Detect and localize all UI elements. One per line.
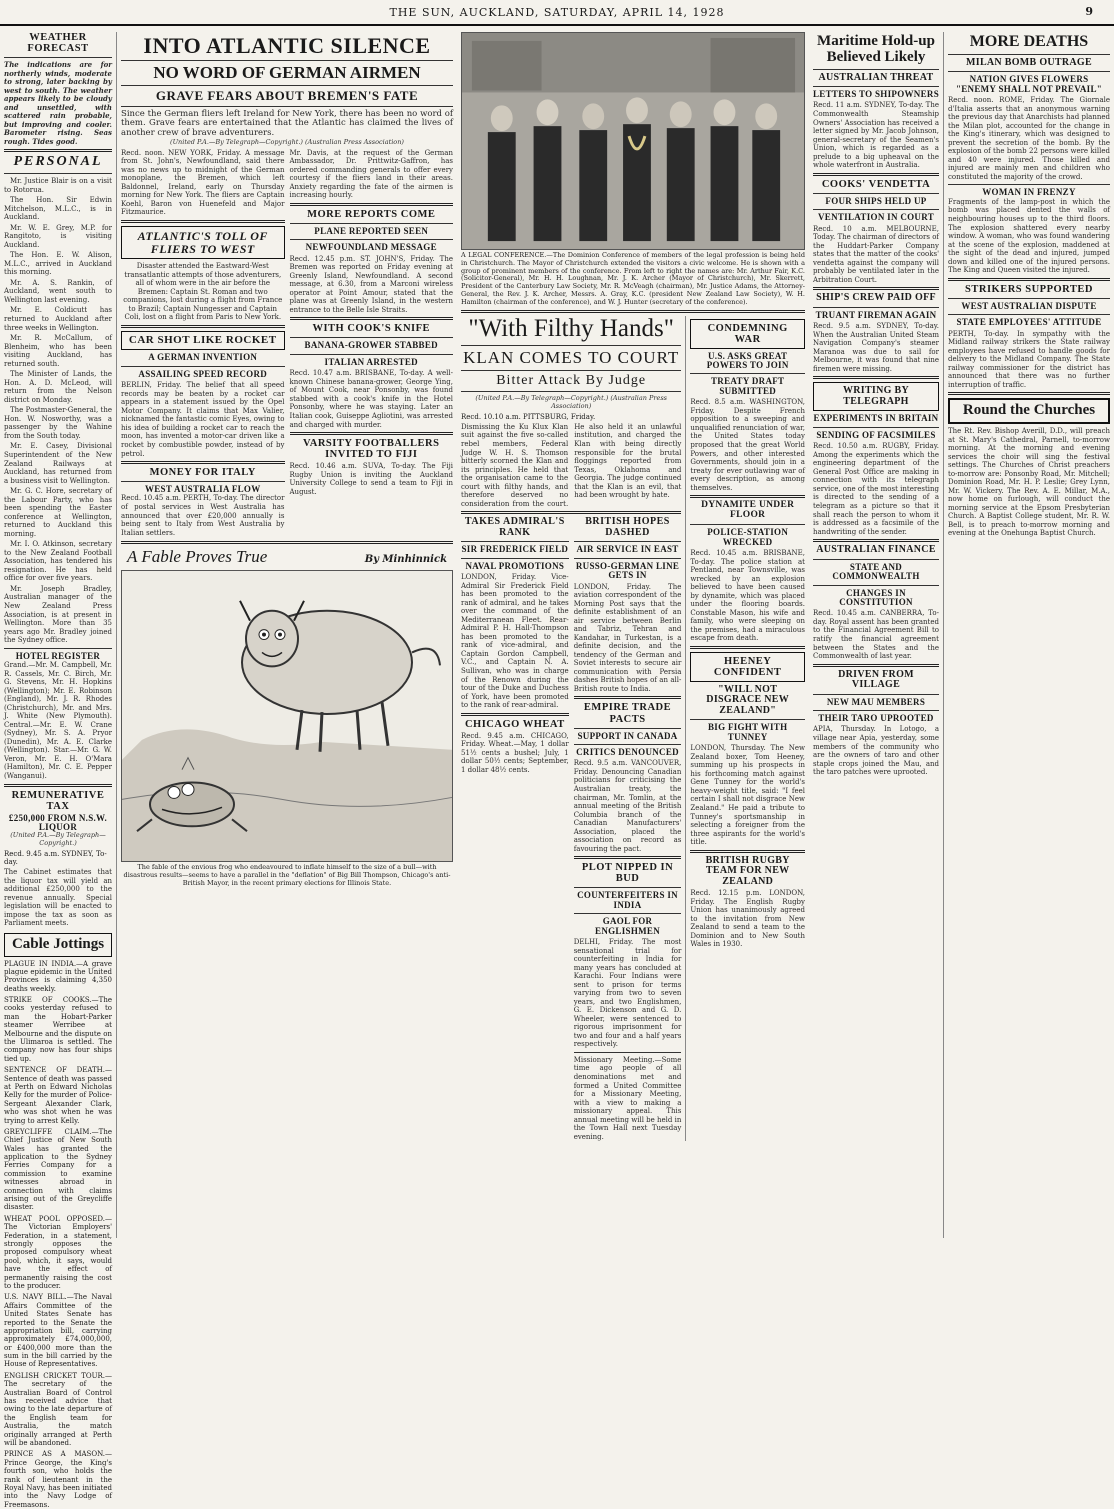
klan-credit: (United P.A.—By Telegraph—Copyright.) (Australian Press Association) <box>461 395 681 411</box>
finance-subheading: STATE AND COMMONWEALTH <box>813 563 939 582</box>
heeney-heading: HEENEY CONFIDENT <box>693 656 802 678</box>
strikers-subheading: WEST AUSTRALIAN DISPUTE <box>948 302 1110 311</box>
driven-subheading-2: THEIR TARO UPROOTED <box>813 714 939 723</box>
jotting-item: U.S. NAVY BILL.—The Naval Affairs Committee of the United States Senate has reported to the Senate the appropriation bill, carrying approximately £74,000,000, or £400,000 more than the sum in the bill carried by the House of Representatives. <box>4 1293 112 1369</box>
admiral-text: LONDON, Friday. Vice-Admiral Sir Frederick Field has been promoted to the rank of admiral, and he takes over the command of the Mediterranean Fleet. Rear-Admiral P. H. Hall-Thompson has been promoted to the rank of vice-admiral, and Captain Gordon Campbell, V.C., and Captain N. A. Sullivan, who was in charge of the Renown during the tour of the Duke and Duchess of York, have been promoted to the rank of rear-admiral. <box>461 573 569 710</box>
tax-heading: REMUNERATIVE TAX <box>4 790 112 812</box>
condemn-heading: CONDEMNING WAR <box>693 323 802 345</box>
personal-item: Mr. G. C. Hore, secretary of the Labour Party, who has been spending the Easter conference at Wellington, returned to Auckland this morning. <box>4 487 112 538</box>
finance-text: Recd. 10.45 a.m. CANBERRA, To-day. Royal assent has been granted to the Financial Agreement Bill to ratify the financial agreement between the States and the Commonwealth of last year. <box>813 609 939 660</box>
british-hopes-text: LONDON, Friday. The aviation correspondent of the Morning Post says that the definite establishment of an air service between Berlin and Tabriz, Tehran and Kandahar, in Turkestan, is a definite decision, and the tendency of the German and Soviet interests to secure air communication with Persia dashes British hopes of an all-British route to India. <box>574 583 682 694</box>
tax-text: The Cabinet estimates that the liquor tax will yield an additional £250,000 to the revenue annually. Special legislation will be enacted to impose the tax as soon as Parliament meets. <box>4 868 112 928</box>
deaths-subheading: MILAN BOMB OUTRAGE <box>948 58 1110 69</box>
personal-item: Mr. E. Casey, Divisional Superintendent of the New Zealand Railways at Auckland, has returned from a business visit to Wellington. <box>4 442 112 485</box>
klan-heading: KLAN COMES TO COURT <box>461 349 681 367</box>
dynamite-heading: DYNAMITE UNDER FLOOR <box>690 501 805 521</box>
fable-title: A Fable Proves True <box>127 547 267 567</box>
cooks-knife-subheading: BANANA-GROWER STABBED <box>290 341 454 350</box>
reports-subheading: PLANE REPORTED SEEN <box>290 227 454 236</box>
toll-box <box>121 226 285 259</box>
cable-jottings-heading: Cable Jottings <box>7 937 109 953</box>
writing-heading: WRITING BY TELEGRAPH <box>816 386 936 407</box>
rocket-subheading-2: ASSAILING SPEED RECORD <box>121 370 285 379</box>
crew-heading: SHIP'S CREW PAID OFF <box>813 293 939 304</box>
plot-heading: PLOT NIPPED IN BUD <box>574 862 682 884</box>
frenzy-text: Fragments of the lamp-post in which the bomb was placed dented the walls of neighbouring houses up to the third floors. The explosion shattered every nearby window. A woman, who was found wandering at the scene of the explosion, maddened at the sight of the dead and injured, jumped down and killed one of the injured persons. The King and Queen visited the injured. <box>948 198 1110 275</box>
varsity-text: Recd. 10.46 a.m. SUVA, To-day. The Fiji Rugby Union is inviting the Auckland University College to send a team to Fiji in August. <box>290 462 454 496</box>
condemn-box <box>690 319 805 349</box>
deaths-subheading-3: "ENEMY SHALL NOT PREVAIL" <box>948 85 1110 94</box>
money-heading: MONEY FOR ITALY <box>121 467 285 478</box>
finance-subheading-2: CHANGES IN CONSTITUTION <box>813 589 939 608</box>
atlantic-story-a: Recd. noon. NEW YORK, Friday. A message from St. John's, Newfoundland, said there was no news up to midnight of the German monoplane, the Bremen, which left Baldonnel, Ireland, early on Thursday morning for New York. The fliers are Captain Koehl, Baron von Huenefeld and Major Fitzmaurice. <box>121 149 285 217</box>
money-subheading: WEST AUSTRALIA FLOW <box>121 485 285 494</box>
column-right <box>944 32 1114 1238</box>
driven-heading: DRIVEN FROM VILLAGE <box>813 670 939 691</box>
rocket-heading: CAR SHOT LIKE ROCKET <box>124 335 282 347</box>
group-photo-icon <box>462 33 804 249</box>
tax-credit: (United P.A.—By Telegraph—Copyright.) <box>4 832 112 848</box>
condemn-subheading-2: TREATY DRAFT SUBMITTED <box>690 377 805 396</box>
dynamite-subheading: POLICE-STATION WRECKED <box>690 528 805 547</box>
column-maritime <box>809 32 944 1238</box>
driven-subheading: NEW MAU MEMBERS <box>813 698 939 707</box>
rugby-text: Recd. 12.15 p.m. LONDON, Friday. The English Rugby Union has unanimously agreed to the invitation from New Zealand to send a team to the Dominion and to New South Wales in 1930. <box>690 889 805 949</box>
rocket-text: BERLIN, Friday. The belief that all speed records may be beaten by a rocket car appears in a statement issued by the Opel Motor Company. It claims that Max Valier, nicknamed the fantastic comic Eyes, owing to his idea of building a rocket car to reach the moon, has invented a motor-car driven like a rocket by combustible powder, instead of by petrol. <box>121 381 285 458</box>
personal-item: The Minister of Lands, the Hon. A. D. McLeod, will return from the Nelson district on Monday. <box>4 370 112 404</box>
jotting-item: STRIKE OF COOKS.—The cooks yesterday refused to man the Hobart-Parker steamer Werribee at Melbourne and the dispute on the Ulimaroa is settled. The company now has four ships tied up. <box>4 996 112 1063</box>
page-number: 9 <box>1085 5 1094 18</box>
british-hopes-subheading-2: RUSSO-GERMAN LINE GETS IN <box>574 562 682 581</box>
atlantic-subheading-2: GRAVE FEARS ABOUT BREMEN'S FATE <box>121 89 453 103</box>
jotting-item: PRINCE AS A MASON.—Prince George, the King's fourth son, who holds the rank of lieutenant in the Royal Navy, has been initiated into the Navy Lodge of Freemasons. <box>4 1450 112 1509</box>
reports-subheading-2: NEWFOUNDLAND MESSAGE <box>290 243 454 252</box>
weather-text: The indications are for northerly winds, moderate to strong, later backing by west to south. The weather appears likely to be cloudy and unsettled, with scattered rain probable, but improving and cooler. Barometer rising. Seas rough. Tides good. <box>4 61 112 146</box>
atlantic-lede: Since the German fliers left Ireland for New York, there has been no word of them. Grave fears are entertained that the Atlantic has claimed the lives of another crew of brave adventurers. <box>121 110 453 139</box>
cartoon-drawing-icon <box>122 571 452 861</box>
strikers-text: PERTH, To-day. In sympathy with the Midland railway strikers the State railway employees have refused to handle goods for delivery to the Midland Company. The State railway commissioner for the district has announced that there was no further interruption of traffic. <box>948 330 1110 390</box>
legal-conference-photo <box>461 32 805 250</box>
churches-text: The Rt. Rev. Bishop Averill, D.D., will preach at St. Mary's Cathedral, Parnell, to-morrow morning. At the morning and evening services the choir will sing the festival settings. The Churches of Christ preachers to-morrow are: Ponsonby Road, Mr. Mitchell; Dominion Road, Mr. H. P. Leslie; Grey Lynn, Mr. W. Vickery. The Rev. A. E. Millar, M.A., now home on furlough, will conduct the morning service at the Epsom Presbyterian Church. A Baptist College student, Mr. R. W. Bell, is to preach to-morrow morning and evening at the Onehunga Baptist Church. <box>948 427 1110 538</box>
rocket-subheading: A GERMAN INVENTION <box>121 353 285 362</box>
finance-heading: AUSTRALIAN FINANCE <box>813 545 939 556</box>
personal-item: Mr. I. O. Atkinson, secretary to the New Zealand Football Association, has tendered his resignation. He has held office for over five years. <box>4 540 112 583</box>
empire-text: Recd. 9.5 a.m. VANCOUVER, Friday. Denouncing Canadian politicians for criticising the Australian treaty, the chairman, Mr. Tomlin, at the annual meeting of the British Columbia branch of the Canadian Manufacturers' Association, placed the association on record as favouring the pact. <box>574 759 682 853</box>
deaths-text: Recd. noon. ROME, Friday. The Giornale d'Italia asserts that an anonymous warning the previous day that Anarchists had planned the Milan plot, accounted for the change in the King's itinerary, which was designed to prevent the secretion of the bomb. By the explosion of the bomb 22 persons were killed and 40 were injured. Those killed and injured are mainly men and children who constituted the majority of the crowd. <box>948 96 1110 181</box>
masthead-title: THE SUN, AUCKLAND, SATURDAY, APRIL 14, 1928 <box>0 2 1114 19</box>
weather-heading: WEATHER FORECAST <box>4 32 112 54</box>
churches-heading: Round the Churches <box>952 403 1106 419</box>
empire-subheading-2: CRITICS DENOUNCED <box>574 748 682 757</box>
empire-heading: EMPIRE TRADE PACTS <box>574 702 682 724</box>
vendetta-subheading: FOUR SHIPS HELD UP <box>813 197 939 206</box>
cable-jottings-box <box>4 933 112 957</box>
masthead <box>0 2 1114 26</box>
legal-conference-caption: A LEGAL CONFERENCE.—The Dominion Conference of members of the legal profession is being held in Christchurch. The Mayor of Christchurch extended the visitors a civic welcome. He is shown with a group of prominent members of the conference. From left to right the names are: Mr. Arthur Fair, K.C. (Solicitor-General), Mr. H. H. Loughnan, Mr. J. K. Archer (Mayor of Christchurch), Mr. Skerrett, President of the Canterbury Law Society, Mr. R. McVeagh (chairman), Mr. Justice Adams, the Attorney-General, the Rev. J. K. Archer, Messrs. A. Gray, K.C. (president New Zealand Law Society), W. H. Hamilton (chairman of the conference), and W. J. Hunter (secretary of the conference). <box>461 252 805 307</box>
personal-item: Mr. R. McCallum, of Blenheim, who has been visiting Auckland, has returned south. <box>4 334 112 368</box>
condemn-text: Recd. 8.5 a.m. WASHINGTON, Friday. Despite French opposition to a sweeping and unqualified renunciation of war, the United States today proposed that the great World Powers, and other interested Governments, should join in a treaty for ever outlawing war of every description, as among themselves. <box>690 398 805 492</box>
jotting-item: PLAGUE IN INDIA.—A grave plague epidemic in the United Provinces is claiming 4,350 deaths weekly. <box>4 960 112 994</box>
heeney-box <box>690 652 805 682</box>
condemn-subheading: U.S. ASKS GREAT POWERS TO JOIN <box>690 352 805 371</box>
strikers-subheading-2: STATE EMPLOYEES' ATTITUDE <box>948 318 1110 327</box>
varsity-heading: VARSITY FOOTBALLERS INVITED TO FIJI <box>290 438 454 460</box>
tax-subheading: £250,000 FROM N.S.W. LIQUOR <box>4 814 112 833</box>
jotting-item: ENGLISH CRICKET TOUR.—The secretary of the Australian Board of Control has received advice that owing to the late departure of the English team for Australia, the match originally arranged at Perth will be abandoned. <box>4 1372 112 1448</box>
deaths-subheading-2: NATION GIVES FLOWERS <box>948 75 1110 84</box>
fable-caption: The fable of the envious frog who endeavoured to inflate himself to the size of a bull—with disastrous results—seems to have a parallel in the "deflation" of Big Bill Thompson, Chicago's anti-British Mayor, in the recent primary elections for Illinois State. <box>121 864 453 887</box>
toll-heading: ATLANTIC'S TOLL OF FLIERS TO WEST <box>124 230 282 255</box>
plot-text: DELHI, Friday. The most sensational trial for counterfeiting in India for many years has concluded at Karachi. Four Indians were sent to prison for terms varying from two to seven years, and two Englishmen, G. E. Dickenson and G. D. Wheeler, were sentenced to rigorous imprisonment for two and four and a half years respectively. <box>574 938 682 1049</box>
personal-heading: PERSONAL <box>4 155 112 170</box>
maritime-heading: Maritime Hold-up Believed Likely <box>813 34 939 66</box>
personal-list <box>4 177 112 645</box>
column-atlantic <box>117 32 457 1238</box>
column-centre <box>457 32 809 1238</box>
personal-item: Mr. E. Coldicutt has returned to Auckland after three weeks in Wellington. <box>4 306 112 332</box>
klan-dateline: Recd. 10.10 a.m. PITTSBURG, Friday. <box>461 413 681 421</box>
rocket-box <box>121 331 285 351</box>
vendetta-subheading-2: VENTILATION IN COURT <box>813 213 939 222</box>
crew-subheading: TRUANT FIREMAN AGAIN <box>813 311 939 320</box>
admiral-subheading: SIR FREDERICK FIELD <box>461 545 569 554</box>
personal-item: The Hon. E. W. Alison, M.L.C., arrived in Auckland this morning. <box>4 251 112 277</box>
atlantic-credit: (United P.A.—By Telegraph—Copyright.) (Australian Press Association) <box>121 139 453 147</box>
personal-item: The Postmaster-General, the Hon. W. Nosworthy, was a passenger by the Wahine from the South today. <box>4 406 112 440</box>
personal-item: Mr. A. S. Rankin, of Auckland, went south to Wellington last evening. <box>4 279 112 305</box>
vendetta-text: Recd. 10 a.m. MELBOURNE, Today. The chairman of directors of the Huddart-Parker Company states that the matter of the cooks' vendetta against the company will probably be ventilated later in the Arbitration Court. <box>813 225 939 285</box>
personal-item: Mr. Justice Blair is on a visit to Rotorua. <box>4 177 112 194</box>
hotel-text: Grand.—Mr. M. Campbell, Mr. R. Cassels, Mr. C. Birch, Mr. G. Stevens, Mr. H. Hopkins (Wellington); Mr. E. Robinson (England), Mr. J. R. Rhodes (Christchurch), Mr. and Mrs. J. White (New Plymouth). Central.—Mr. E. W. Crane (Sydney), Mr. S. A. Pryor (Dunedin), Mr. A. E. Clarke (Wellington). Star.—Mr. G. W. Veron, Mr. E. H. O'Mara (Hamilton), Mr. C. E. Pepper (Wanganui). <box>4 661 112 780</box>
plot-subheading-2: GAOL FOR ENGLISHMEN <box>574 917 682 936</box>
crew-text: Recd. 9.5 a.m. SYDNEY, To-day. When the Australian United Steam Navigation Company's steamer Maranoa was due to sail for Melbourne, it was found that nine firemen were missing. <box>813 322 939 373</box>
writing-text: Recd. 10.50 a.m. RUGBY, Friday. Among the experiments which the engineering department of the General Post Office are making in connection with its telegraph service, one of the most interesting is directed to the sending of a telegram as a picture so that it shall reach the person to whom it is addressed as a facsimile of the handwriting of the sender. <box>813 442 939 536</box>
toll-text: Disaster attended the Eastward-West transatlantic attempts of those adventurers, all of whom were in the air before the Bremen: Captain St. Roman and two companions, lost during a flight from France to Brazil; Captain Nungesser and Captain Coli, lost on a flight from Paris to New York. <box>121 262 285 322</box>
empire-subheading: SUPPORT IN CANADA <box>574 732 682 741</box>
writing-subheading: EXPERIMENTS IN BRITAIN <box>813 414 939 423</box>
personal-item: Mr. Joseph Bradley, Australian manager of the New Zealand Press Association, is at present in Wellington. More than 35 years ago Mr. Bradley joined the Sydney office. <box>4 585 112 645</box>
cable-jottings-list <box>4 960 112 1509</box>
tax-dateline: Recd. 9.45 a.m. SYDNEY, To-day. <box>4 850 112 866</box>
wheat-text: Recd. 9.45 a.m. CHICAGO, Friday. Wheat.—May, 1 dollar 51½ cents a bushel; July, 1 dollar 50½ cents; September, 1 dollar 48½ cents. <box>461 732 569 775</box>
driven-text: APIA, Thursday. In Lotogo, a village near Apia, yesterday, some members of the community who are the owners of taro and other staple crops joined the Mau, and the taro patches were uprooted. <box>813 725 939 776</box>
atlantic-subheading: NO WORD OF GERMAN AIRMEN <box>121 64 453 82</box>
maritime-text: Recd. 11 a.m. SYDNEY, To-day. The Commonwealth Steamship Owners' Association has received a letter signed by Mr. Jacob Johnson, general-secretary of the Seamen's Union, which is regarded as a prelude to a big upheaval on the whole waterfront in Australia. <box>813 101 939 169</box>
fable-byline: By Minhinnick <box>365 554 447 565</box>
reports-text: Recd. 12.45 p.m. ST. JOHN'S, Friday. The Bremen was reported on Friday evening at Greenly Island, Newfoundland. A second message, at 6.30, from a Marconi wireless operator at Point Amour, stated that the plane was at Greenly Island, in the western entrance to the Belle Isle Straits. <box>290 255 454 315</box>
writing-box <box>813 382 939 411</box>
strikers-heading: STRIKERS SUPPORTED <box>948 284 1110 295</box>
filthy-hands-heading: "With Filthy Hands" <box>461 316 681 342</box>
british-hopes-heading: BRITISH HOPES DASHED <box>574 517 682 538</box>
deaths-heading: MORE DEATHS <box>948 34 1110 51</box>
british-hopes-subheading: AIR SERVICE IN EAST <box>574 545 682 554</box>
hotel-heading: HOTEL REGISTER <box>4 652 112 661</box>
wheat-heading: CHICAGO WHEAT <box>461 719 569 730</box>
heeney-text: LONDON, Thursday. The New Zealand boxer, Tom Heeney, summing up his prospects in his forthcoming match against Gene Tunney for the world's heavy-weight title, said: "I feel certain I shall not disgrace New Zealand." He paid a tribute to Tunney's sportsmanship in selecting a foreigner from the three aspirants for the world's title. <box>690 744 805 846</box>
churches-box <box>948 398 1110 424</box>
heeney-subheading-2: BIG FIGHT WITH TUNNEY <box>690 723 805 742</box>
maritime-subheading: AUSTRALIAN THREAT <box>813 73 939 84</box>
rugby-heading: BRITISH RUGBY TEAM FOR NEW ZEALAND <box>690 856 805 888</box>
cooks-knife-heading: WITH COOK'S KNIFE <box>290 323 454 334</box>
cooks-knife-subheading-2: ITALIAN ARRESTED <box>290 358 454 367</box>
jotting-item: GREYCLIFFE CLAIM.—The Chief Justice of New South Wales has granted the application to the Sydney Ferries Company for a commission to examine witnesses abroad in connection with claims arising out of the Greycliffe disaster. <box>4 1128 112 1212</box>
dynamite-text: Recd. 10.45 a.m. BRISBANE, To-day. The police station at Pentland, near Townsville, was wrecked by an explosion believed to have been caused by dynamite, which was placed under the flooring boards. Constable Mason, his wife and family, who were sleeping on the premises, had a miraculous escape from death. <box>690 549 805 643</box>
heeney-subheading: "WILL NOT DISGRACE NEW ZEALAND" <box>690 685 805 717</box>
personal-item: Mr. W. E. Grey, M.P. for Rangitoto, is visiting Auckland. <box>4 224 112 250</box>
money-text: Recd. 10.45 a.m. PERTH, To-day. The director of postal services in West Australia has announced that over £20,000 annually is being sent to Italy from West Australia by Italian settlers. <box>121 494 285 537</box>
klan-subheading: Bitter Attack By Judge <box>461 374 681 389</box>
admiral-heading: TAKES ADMIRAL'S RANK <box>461 517 569 538</box>
vendetta-heading: COOKS' VENDETTA <box>813 179 939 190</box>
jotting-item: SENTENCE OF DEATH.—Sentence of death was passed at Perth on Edward Nicholas Kelly for the murder of Police-Sergeant Alexander Clark, who was shot when he was trying to arrest Kelly. <box>4 1066 112 1125</box>
atlantic-main-heading: INTO ATLANTIC SILENCE <box>121 34 453 57</box>
missionary-text: Missionary Meeting.—Some time ago people of all denominations met and formed a United Committee for a Missionary Meeting, with a view to making a missionary appeal. This annual meeting will be held in the Town Hall next Tuesday evening. <box>574 1056 682 1141</box>
plot-subheading: COUNTERFEITERS IN INDIA <box>574 891 682 910</box>
atlantic-story-b: Mr. Davis, at the request of the German Ambassador, Dr. Prittwitz-Gaffron, has ordered commanding generals to offer every courtesy if the fliers land in their areas. Anxiety regarding the fate of the airmen is increasing hourly. <box>290 149 454 200</box>
fable-cartoon <box>121 570 453 862</box>
maritime-subheading-2: LETTERS TO SHIPOWNERS <box>813 90 939 99</box>
writing-subheading-2: SENDING OF FACSIMILES <box>813 431 939 440</box>
column-left <box>0 32 117 1238</box>
jotting-item: WHEAT POOL OPPOSED.—The Victorian Employers' Federation, in a statement, strongly opposes the proposed compulsory wheat pool, which, it says, would have the effect of permanently raising the cost to the producer. <box>4 1215 112 1291</box>
admiral-subheading-2: NAVAL PROMOTIONS <box>461 562 569 571</box>
personal-item: The Hon. Sir Edwin Mitchelson, M.L.C., is in Auckland. <box>4 196 112 222</box>
frenzy-heading: WOMAN IN FRENZY <box>948 188 1110 197</box>
cooks-knife-text: Recd. 10.47 a.m. BRISBANE, To-day. A well-known Chinese banana-grower, George Ying, of Mount Cook, near Ponsonby, was found stabbed with a cook's knife in the Hotel Ponsonby, where he was staying. Later an Italian cook, Guiseppe Agliotini, was arrested and charged with murder. <box>290 369 454 429</box>
reports-heading: MORE REPORTS COME <box>290 209 454 220</box>
klan-text: Dismissing the Ku Klux Klan suit against the five so-called rebel members, Federal Judge W. H. S. Thomson bitterly scorned the Klan and its principles. He held that the organisation came to the court with filthy hands, and therefore deserved no consideration from the court. He also held it an unlawful institution, and charged the Klan with being directly responsible for the brutal floggings reported from Texas, Oklahoma and Georgia. The judge continued that the Klan is an evil, that had been wrought by hate. <box>461 423 681 508</box>
